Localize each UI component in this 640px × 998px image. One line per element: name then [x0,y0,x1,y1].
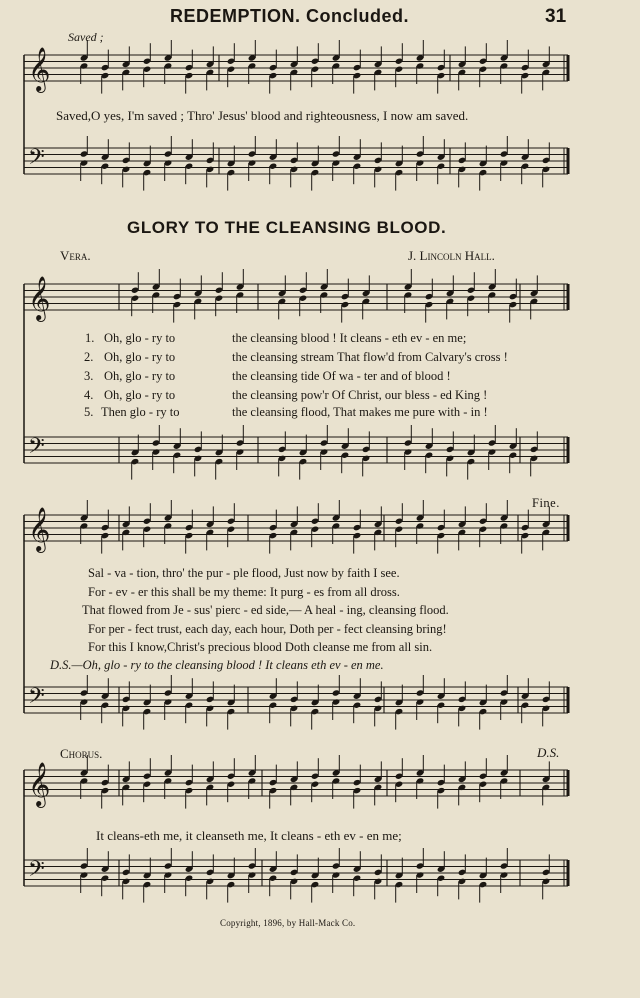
verse-line: Sal - va - tion, thro' the pur - ple flood, Just now by faith I see. [88,566,400,580]
verse-text-start: Oh, glo - ry to [104,388,176,402]
verse-line: For - ev - er this shall be my theme: It purg - es from all dross. [88,585,400,599]
ds-line: D.S.—Oh, glo - ry to the cleansing blood ! It cleans eth ev - en me. [50,658,384,672]
composer-credit: J. Lincoln Hall. [408,248,495,263]
page-number: 31 [545,6,567,27]
verse-text-end: the cleansing stream That flow'd from Calvary's cross ! [232,350,508,364]
verse-number: 4. [84,388,94,402]
fine-label: Fine. [532,496,560,510]
chorus-label: Chorus. [60,746,103,761]
chorus-lyric: It cleans-eth me, it cleanseth me, It cleans - eth ev - en me; [96,828,402,843]
verse-text-start: Oh, glo - ry to [104,369,176,383]
svg-text:𝄢: 𝄢 [28,145,45,175]
svg-text:𝄢: 𝄢 [28,857,45,887]
tune-name: Vera. [60,248,91,263]
svg-text:𝄞: 𝄞 [28,276,51,320]
svg-text:𝄞: 𝄞 [28,47,51,91]
verse-text-end: the cleansing pow'r Of Christ, our bless - ed King ! [232,388,488,402]
verse-number: 2. [84,350,94,364]
verse-text-end: the cleansing flood, That makes me pure with - in ! [232,405,488,419]
svg-text:𝄢: 𝄢 [28,434,45,464]
song-title: GLORY TO THE CLEANSING BLOOD. [127,218,447,237]
ds-marker: D.S. [537,745,560,760]
svg-text:𝄞: 𝄞 [28,507,51,551]
verse-text-end: the cleansing tide Of wa - ter and of blood ! [232,369,451,383]
page-header-title: REDEMPTION. Concluded. [170,6,410,26]
copyright-notice: Copyright, 1896, by Hall-Mack Co. [220,918,356,928]
redemption-lyric: Saved,O yes, I'm saved ; Thro' Jesus' blood and righteousness, I now am saved. [56,108,469,123]
verse-text-start: Oh, glo - ry to [104,350,176,364]
verse-text-end: the cleansing blood ! It cleans - eth ev - en me; [232,331,467,345]
verse-line: That flowed from Je - sus' pierc - ed side,— A heal - ing, cleansing flood. [82,603,449,617]
verse-number: 1. [85,331,95,345]
verse-number: 3. [84,369,94,383]
verse-text-start: Oh, glo - ry to [104,331,176,345]
verse-number: 5. [84,405,94,419]
verse-line: For per - fect trust, each day, each hour, Doth per - fect cleansing bring! [88,622,447,636]
verse-text-start: Then glo - ry to [101,405,180,419]
svg-text:𝄞: 𝄞 [28,762,51,806]
saved-intro-label: Saved ; [68,30,104,44]
verse-line: For this I know,Christ's precious blood Doth cleanse me from all sin. [88,640,433,654]
svg-text:𝄢: 𝄢 [28,684,45,714]
